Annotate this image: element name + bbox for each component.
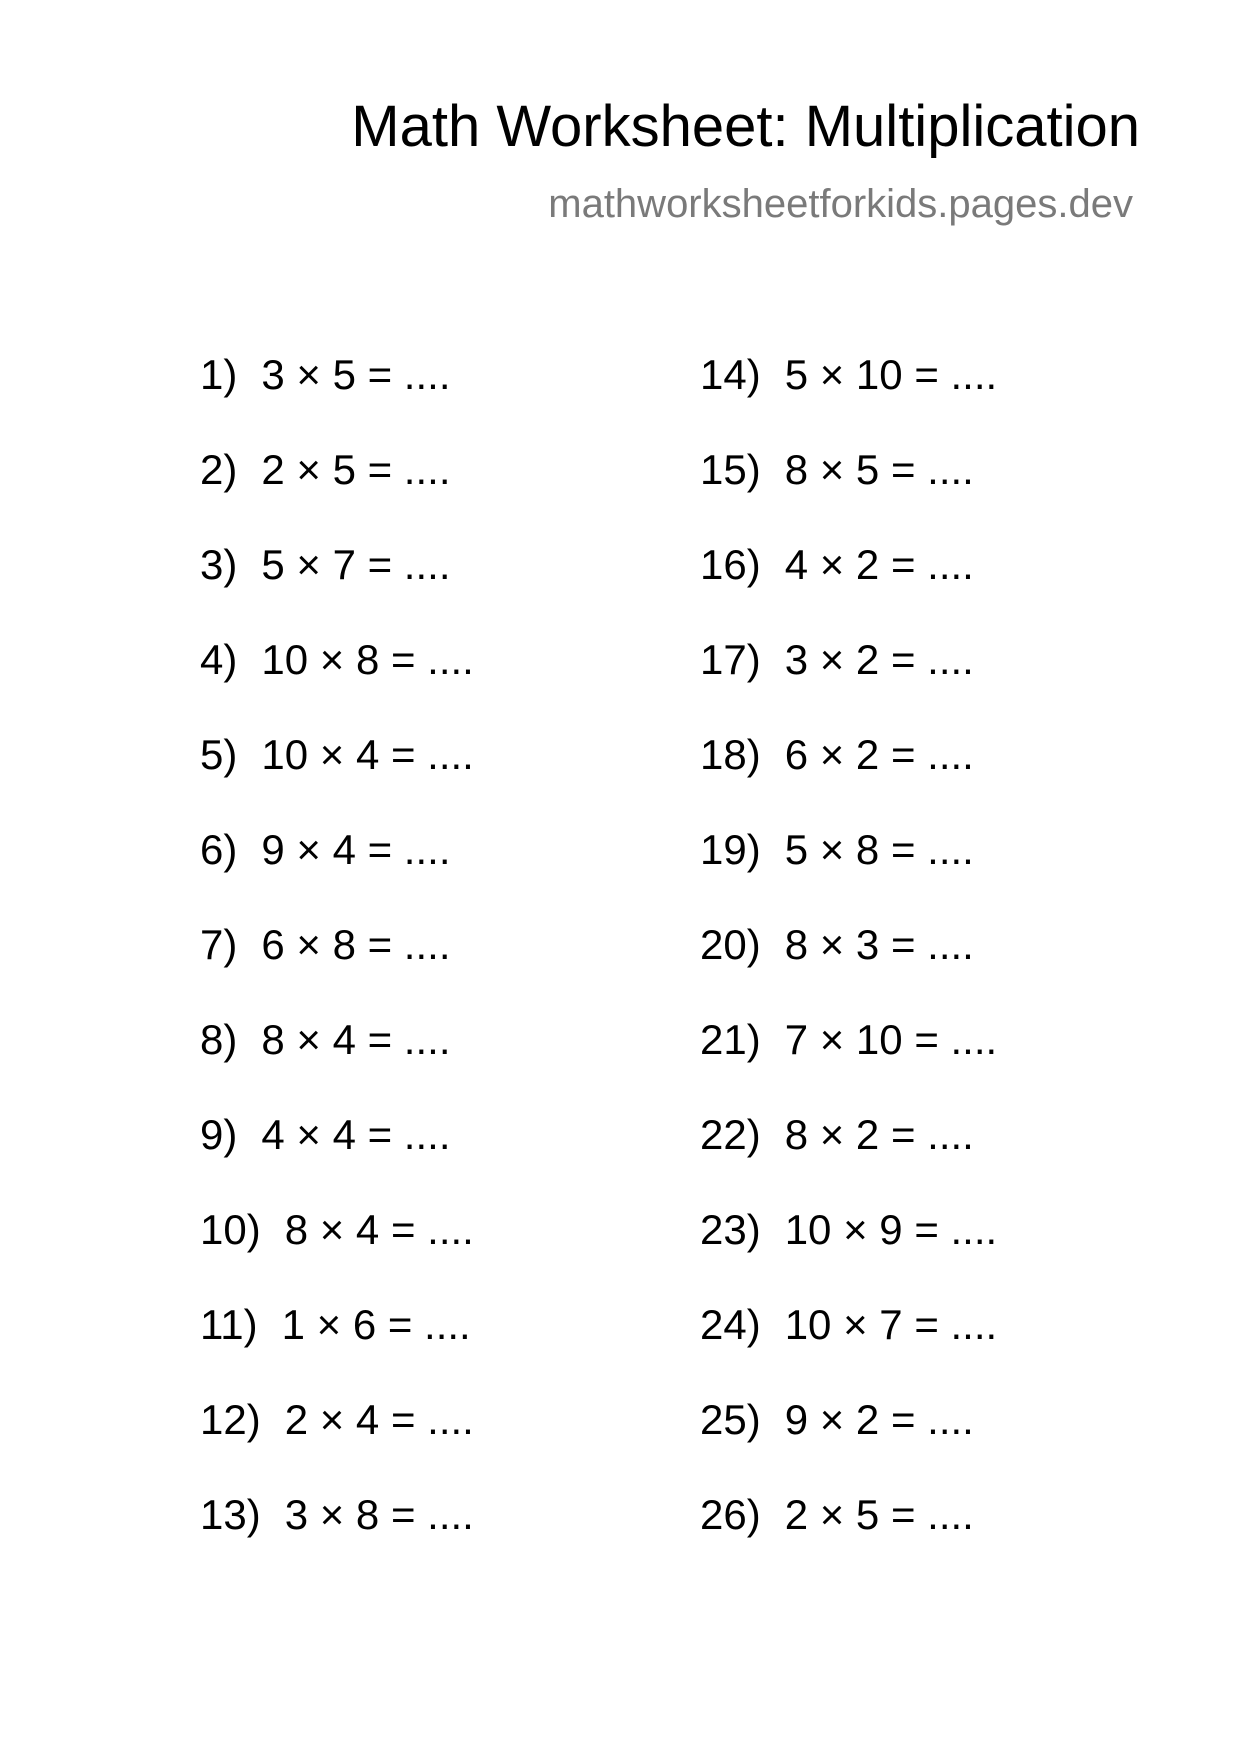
problem-item [200,1487,474,1582]
problem-column-left [200,347,474,1582]
problem-number: 6) [200,826,238,873]
problem-item [200,822,474,917]
problem-item [700,1487,997,1582]
problem-expression: 3 × 8 = .... [284,1491,474,1538]
problem-item [200,1202,474,1297]
problem-number: 17) [700,636,761,683]
problem-expression: 2 × 5 = .... [261,446,451,493]
problem-number: 9) [200,1111,238,1158]
problem-expression: 2 × 5 = .... [784,1491,974,1538]
problem-number: 7) [200,921,238,968]
problem-expression: 2 × 4 = .... [284,1396,474,1443]
problem-item [700,1202,997,1297]
problem-number: 25) [700,1396,761,1443]
problem-expression: 10 × 4 = .... [261,731,474,778]
problem-number: 16) [700,541,761,588]
problem-expression: 3 × 2 = .... [784,636,974,683]
problem-expression: 8 × 4 = .... [284,1206,474,1253]
problem-expression: 5 × 8 = .... [784,826,974,873]
problem-item [700,1392,997,1487]
problem-expression: 1 × 6 = .... [281,1301,471,1348]
problem-number: 15) [700,446,761,493]
problem-expression: 6 × 2 = .... [784,731,974,778]
problem-number: 13) [200,1491,261,1538]
problem-number: 11) [200,1301,258,1348]
problem-expression: 10 × 9 = .... [784,1206,998,1253]
problem-expression: 8 × 5 = .... [784,446,974,493]
problem-item [700,1297,997,1392]
problem-item [200,917,474,1012]
problem-number: 8) [200,1016,238,1063]
problem-number: 26) [700,1491,761,1538]
problem-number: 22) [700,1111,761,1158]
problem-number: 14) [700,351,761,398]
problem-expression: 8 × 3 = .... [784,921,974,968]
problem-expression: 5 × 7 = .... [261,541,451,588]
problem-column-right [700,347,997,1582]
problem-expression: 3 × 5 = .... [261,351,451,398]
problem-item [700,1012,997,1107]
problem-item [200,632,474,727]
problem-expression: 10 × 8 = .... [261,636,474,683]
worksheet-title: Math Worksheet: Multiplication [351,94,1140,159]
problem-number: 20) [700,921,761,968]
problem-item [200,1392,474,1487]
problem-number: 10) [200,1206,261,1253]
problem-expression: 6 × 8 = .... [261,921,451,968]
problem-number: 5) [200,731,238,778]
problem-number: 18) [700,731,761,778]
problem-item [700,822,997,917]
problem-item [200,537,474,632]
problem-expression: 4 × 4 = .... [261,1111,451,1158]
problem-number: 19) [700,826,761,873]
problem-item [700,347,997,442]
problem-number: 2) [200,446,238,493]
problem-number: 12) [200,1396,261,1443]
problem-number: 21) [700,1016,761,1063]
problem-number: 24) [700,1301,761,1348]
problem-item [200,1107,474,1202]
problem-number: 1) [200,351,238,398]
problem-item [700,1107,997,1202]
problem-expression: 10 × 7 = .... [784,1301,998,1348]
problem-item [200,1012,474,1107]
problem-expression: 9 × 4 = .... [261,826,451,873]
problem-expression: 9 × 2 = .... [784,1396,974,1443]
problem-item [700,727,997,822]
problem-expression: 4 × 2 = .... [784,541,974,588]
problem-expression: 5 × 10 = .... [784,351,998,398]
problem-item [700,442,997,537]
problem-number: 4) [200,636,238,683]
problem-number: 3) [200,541,238,588]
problem-item [200,727,474,822]
problem-number: 23) [700,1206,761,1253]
problem-item [700,917,997,1012]
problem-item [700,537,997,632]
problem-item [200,1297,474,1392]
problem-item [200,347,474,442]
problem-expression: 8 × 4 = .... [261,1016,451,1063]
problem-expression: 8 × 2 = .... [784,1111,974,1158]
problem-item [200,442,474,537]
problem-item [700,632,997,727]
worksheet-source: mathworksheetforkids.pages.dev [548,182,1133,226]
problem-expression: 7 × 10 = .... [784,1016,998,1063]
